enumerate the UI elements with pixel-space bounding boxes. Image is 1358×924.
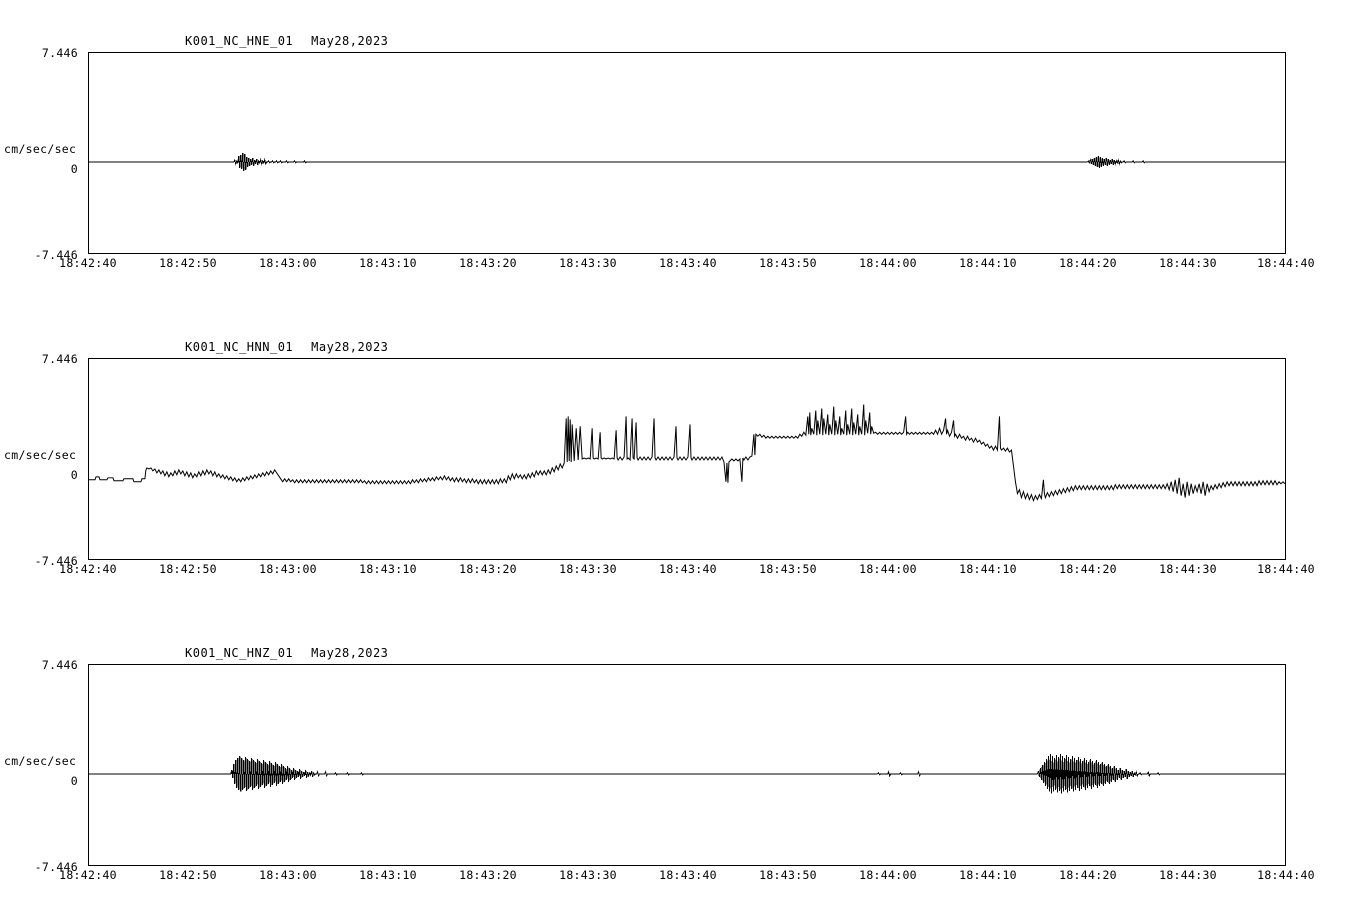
x-tick-hnz-3: 18:43:10 (359, 868, 417, 882)
waveform-trace-hne (89, 53, 1285, 253)
plot-area-hnn (88, 358, 1286, 560)
x-tick-hnz-7: 18:43:50 (759, 868, 817, 882)
trace-panel-hne (0, 24, 1358, 284)
x-tick-hne-8: 18:44:00 (859, 256, 917, 270)
y-tick-zero-hnz: 0 (70, 774, 78, 788)
x-axis-hnz (0, 868, 1358, 888)
y-tick-min-hnn: -7.446 (34, 554, 78, 568)
waveform-trace-hnz (89, 665, 1285, 865)
x-tick-hne-4: 18:43:20 (459, 256, 517, 270)
x-tick-hnz-0: 18:42:40 (59, 868, 117, 882)
x-tick-hnn-3: 18:43:10 (359, 562, 417, 576)
y-axis-unit-label-hne: cm/sec/sec (4, 142, 77, 156)
waveform-trace-hnn (89, 359, 1285, 559)
x-tick-hnn-7: 18:43:50 (759, 562, 817, 576)
y-tick-zero-hne: 0 (70, 162, 78, 176)
panel-title-hnz (185, 646, 388, 660)
y-tick-zero-hnn: 0 (70, 468, 78, 482)
x-tick-hne-10: 18:44:20 (1059, 256, 1117, 270)
panel-date-label: May28,2023 (311, 34, 389, 48)
x-tick-hnn-6: 18:43:40 (659, 562, 717, 576)
x-tick-hnn-9: 18:44:10 (959, 562, 1017, 576)
panel-channel-label: K001_NC_HNN_01 (185, 340, 294, 354)
y-tick-min-hnz: -7.446 (34, 860, 78, 874)
panel-title-hnn (185, 340, 388, 354)
x-tick-hnz-6: 18:43:40 (659, 868, 717, 882)
x-axis-hne (0, 256, 1358, 276)
y-tick-min-hne: -7.446 (34, 248, 78, 262)
x-tick-hne-12: 18:44:40 (1257, 256, 1315, 270)
x-tick-hnn-1: 18:42:50 (159, 562, 217, 576)
x-tick-hne-7: 18:43:50 (759, 256, 817, 270)
x-tick-hnn-12: 18:44:40 (1257, 562, 1315, 576)
trace-panel-hnz (0, 636, 1358, 902)
x-axis-hnn (0, 562, 1358, 582)
y-axis-unit-label-hnz: cm/sec/sec (4, 754, 77, 768)
x-tick-hne-5: 18:43:30 (559, 256, 617, 270)
x-tick-hnn-8: 18:44:00 (859, 562, 917, 576)
x-tick-hnn-4: 18:43:20 (459, 562, 517, 576)
x-tick-hnn-10: 18:44:20 (1059, 562, 1117, 576)
x-tick-hne-9: 18:44:10 (959, 256, 1017, 270)
x-tick-hnz-9: 18:44:10 (959, 868, 1017, 882)
x-tick-hnz-2: 18:43:00 (259, 868, 317, 882)
x-tick-hne-6: 18:43:40 (659, 256, 717, 270)
x-tick-hne-3: 18:43:10 (359, 256, 417, 270)
x-tick-hne-1: 18:42:50 (159, 256, 217, 270)
x-tick-hnn-11: 18:44:30 (1159, 562, 1217, 576)
x-tick-hnn-2: 18:43:00 (259, 562, 317, 576)
panel-channel-label: K001_NC_HNE_01 (185, 34, 294, 48)
x-tick-hnn-5: 18:43:30 (559, 562, 617, 576)
panel-date-label: May28,2023 (311, 340, 389, 354)
panel-date-label: May28,2023 (311, 646, 389, 660)
x-tick-hnz-5: 18:43:30 (559, 868, 617, 882)
x-tick-hnz-1: 18:42:50 (159, 868, 217, 882)
x-tick-hne-11: 18:44:30 (1159, 256, 1217, 270)
x-tick-hnz-12: 18:44:40 (1257, 868, 1315, 882)
plot-area-hne (88, 52, 1286, 254)
x-tick-hnz-8: 18:44:00 (859, 868, 917, 882)
trace-panel-hnn (0, 330, 1358, 590)
y-axis-unit-label-hnn: cm/sec/sec (4, 448, 77, 462)
y-tick-max-hnn: 7.446 (41, 352, 78, 366)
x-tick-hnn-0: 18:42:40 (59, 562, 117, 576)
x-tick-hne-2: 18:43:00 (259, 256, 317, 270)
x-tick-hnz-4: 18:43:20 (459, 868, 517, 882)
panel-channel-label: K001_NC_HNZ_01 (185, 646, 294, 660)
y-tick-max-hne: 7.446 (41, 46, 78, 60)
x-tick-hne-0: 18:42:40 (59, 256, 117, 270)
y-tick-max-hnz: 7.446 (41, 658, 78, 672)
panel-title-hne (185, 34, 388, 48)
x-tick-hnz-11: 18:44:30 (1159, 868, 1217, 882)
plot-area-hnz (88, 664, 1286, 866)
x-tick-hnz-10: 18:44:20 (1059, 868, 1117, 882)
